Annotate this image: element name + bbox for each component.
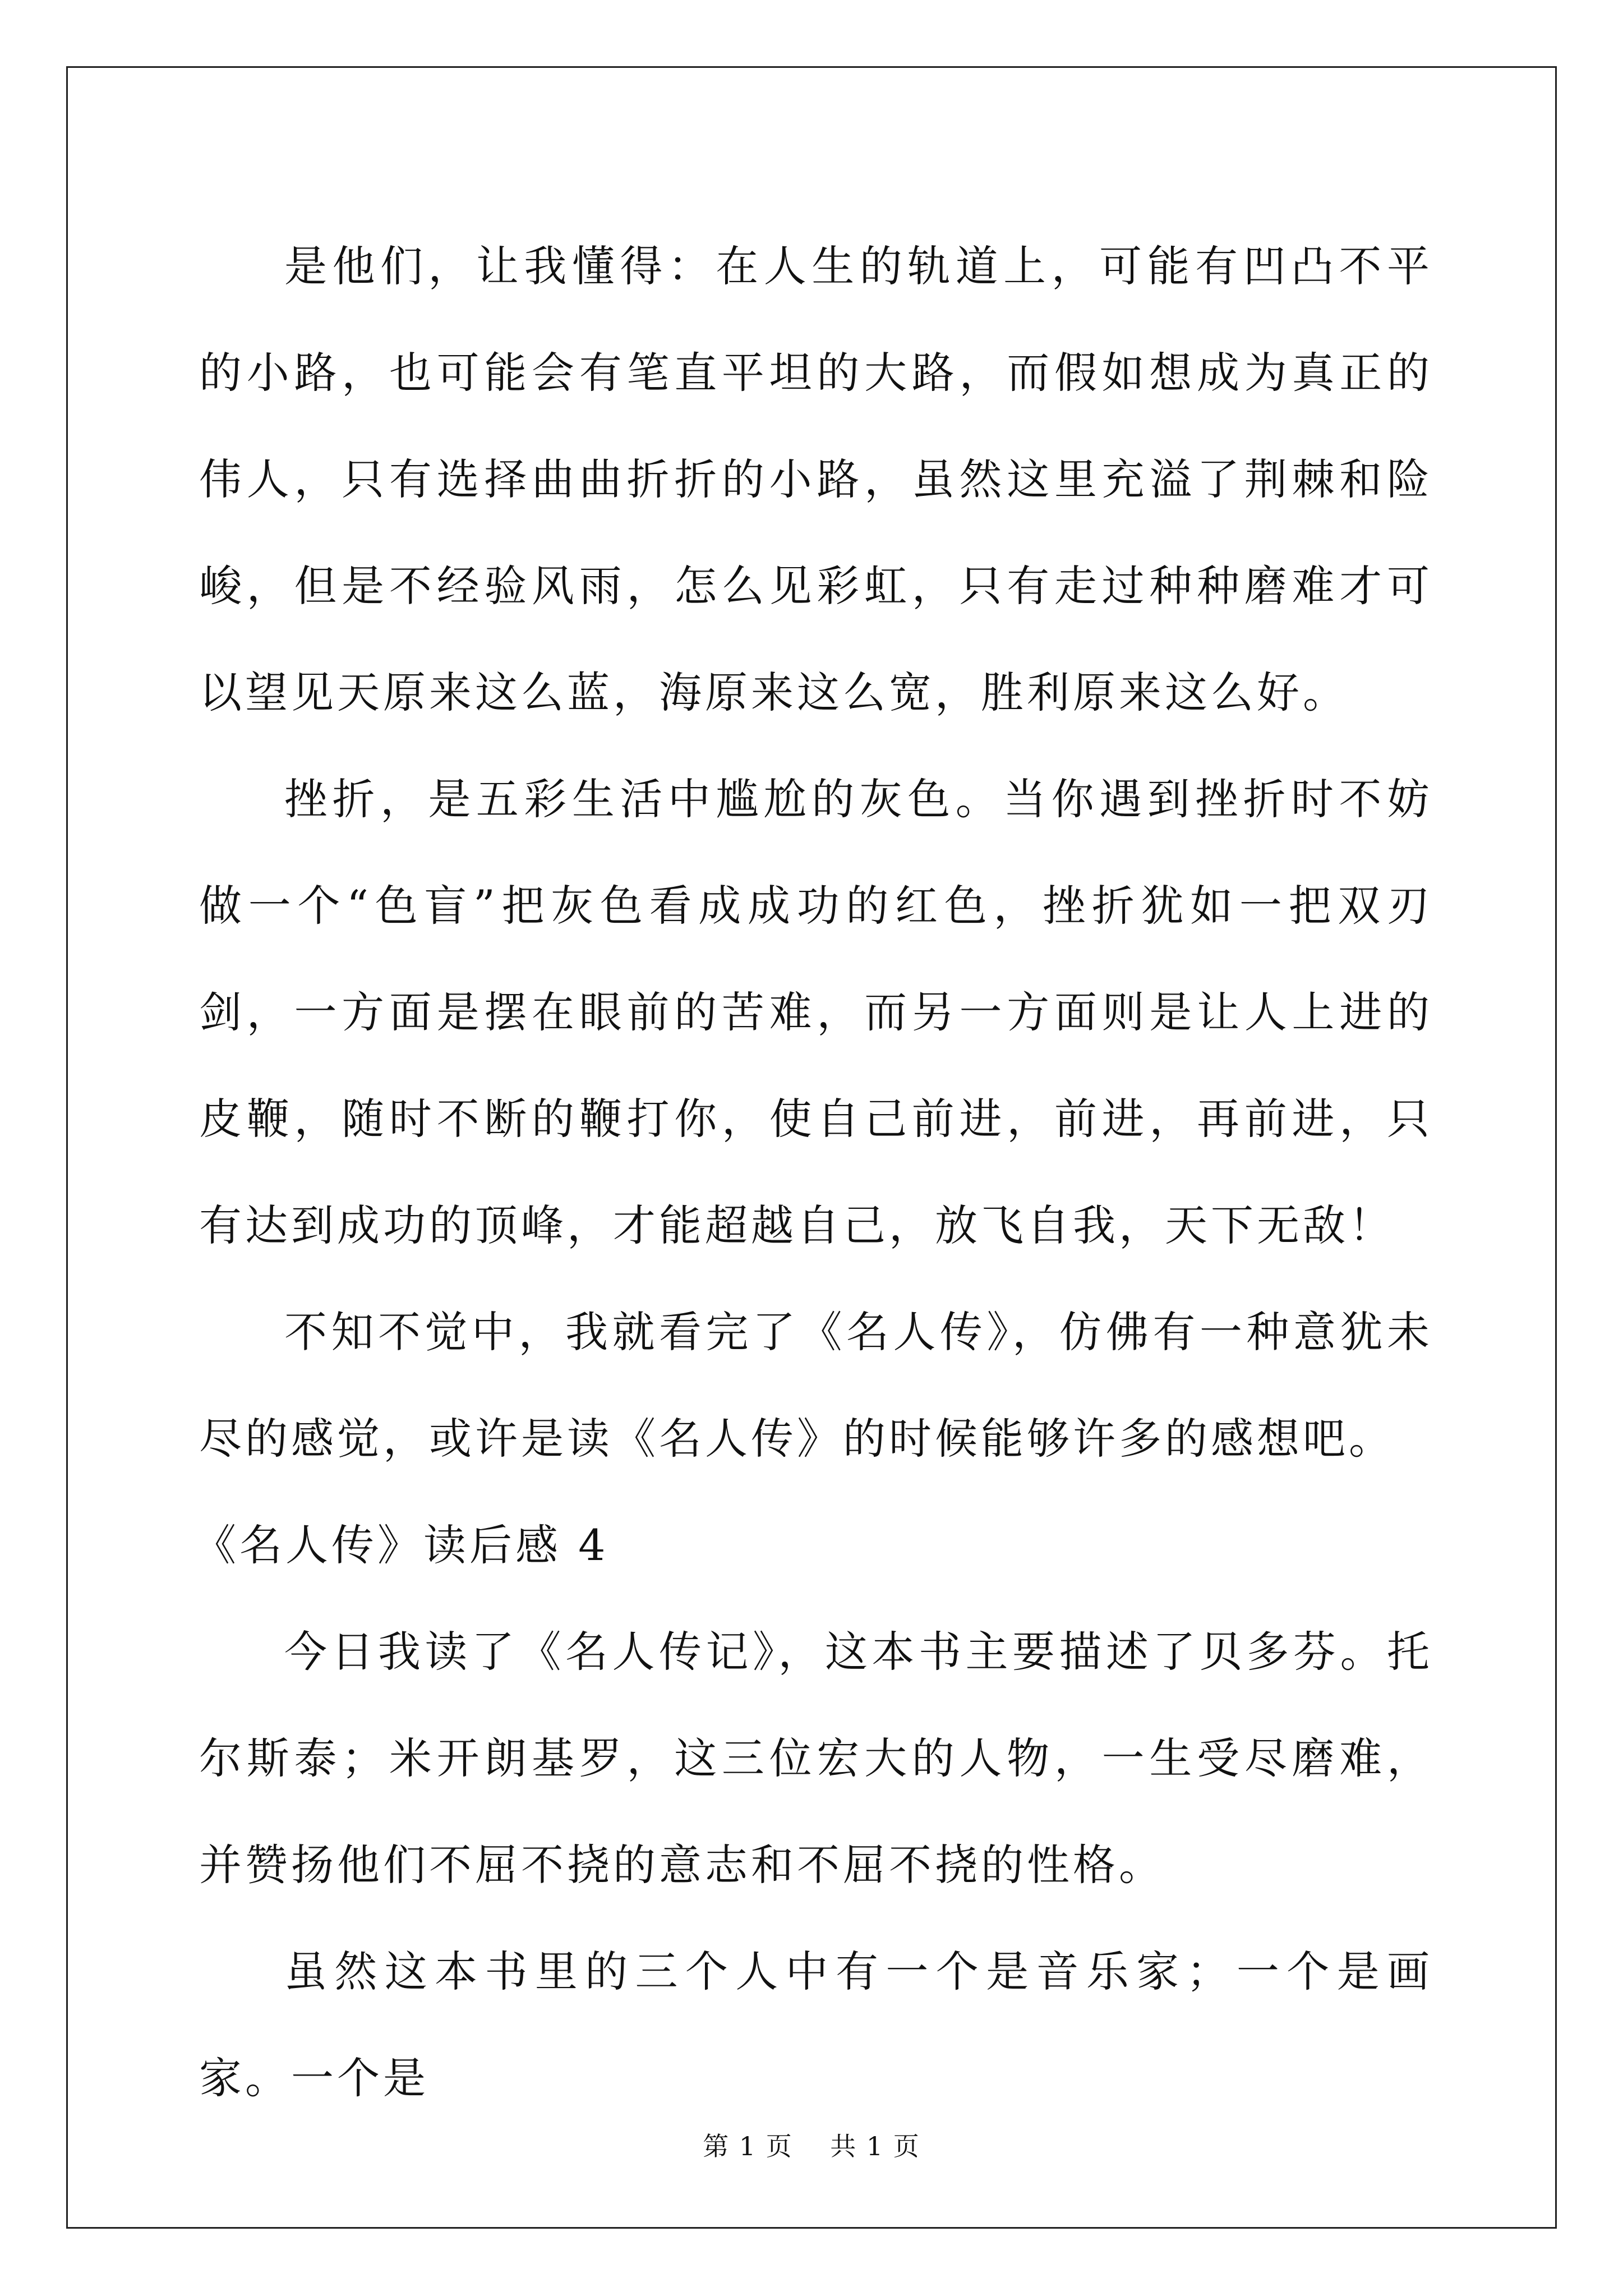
document-body xyxy=(193,213,1433,2132)
paragraph-2: 挫折，是五彩生活中尴尬的灰色。当你遇到挫折时不妨做一个“色盲”把灰色看成成功的红色，挫折犹如一把双刃剑，一方面是摆在眼前的苦难，而另一方面则是让人上进的皮鞭，随时不断的鞭打你，使自己前进，前进，再前进，只有达到成功的顶峰，才能超越自己，放飞自我，天下无敌！ xyxy=(199,774,1433,1250)
paragraph-1: 是他们，让我懂得：在人生的轨道上，可能有凹凸不平的小路，也可能会有笔直平坦的大路，而假如想成为真正的伟人，只有选择曲曲折折的小路，虽然这里充溢了荆棘和险峻，但是不经验风雨，怎么见彩虹，只有走过种种磨难才可以望见天原来这么蓝，海原来这么宽，胜利原来这么好。 xyxy=(199,241,1433,717)
paragraph-3: 不知不觉中，我就看完了《名人传》，仿佛有一种意犹未尽的感觉，或许是读《名人传》的时候能够许多的感想吧。 xyxy=(199,1307,1433,1464)
paragraph-4: 今日我读了《名人传记》，这本书主要描述了贝多芬。托尔斯泰；米开朗基罗，这三位宏大的人物，一生受尽磨难，并赞扬他们不屈不挠的意志和不屈不挠的性格。 xyxy=(199,1627,1433,1890)
paragraph-5: 虽然这本书里的三个人中有一个是音乐家；一个是画家。一个是 xyxy=(199,1947,1433,2103)
page-footer: 第 1 页 共 1 页 xyxy=(703,2131,920,2161)
section-heading: 《名人传》读后感 4 xyxy=(193,1520,609,1570)
